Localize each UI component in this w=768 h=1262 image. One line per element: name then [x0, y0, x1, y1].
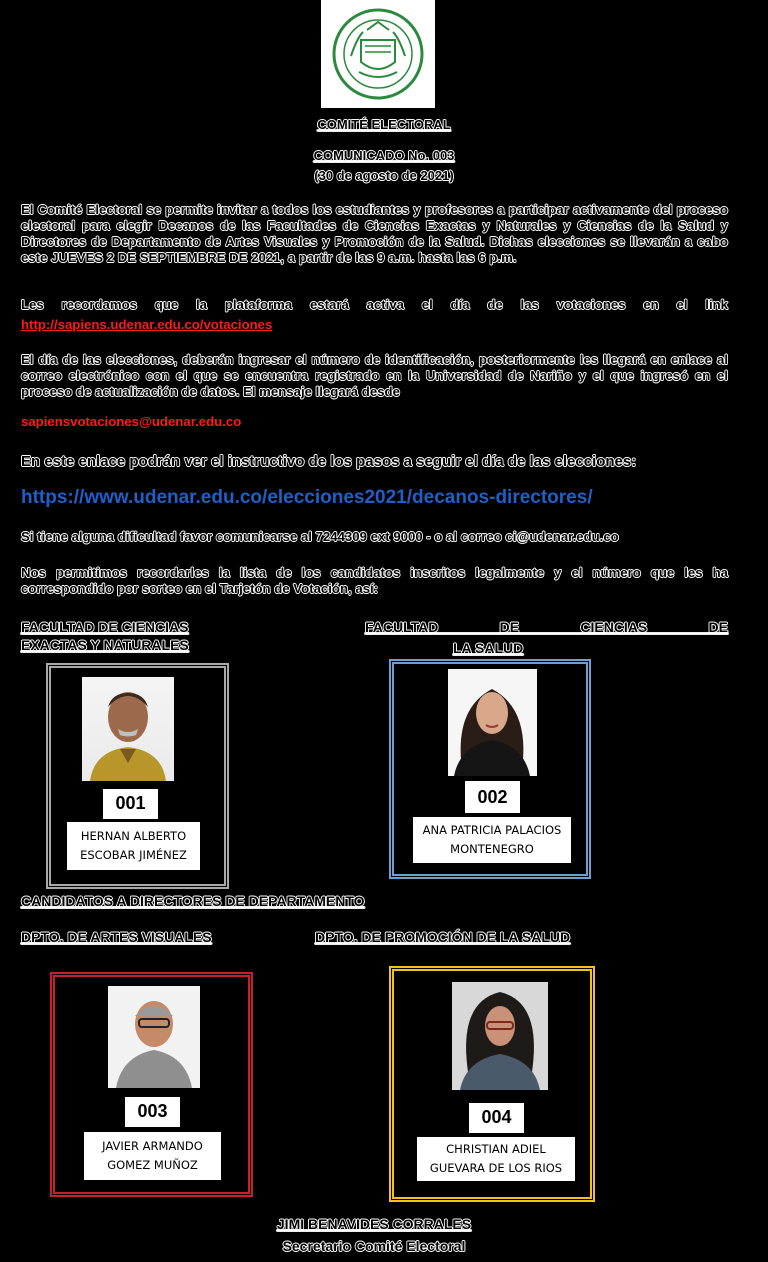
faculty-exact-line2: EXACTAS Y NATURALES: [21, 637, 189, 653]
candidate-name-004-line1: CHRISTIAN ADIEL: [446, 1142, 546, 1156]
signer-name: JIMI BENAVIDES CORRALES: [276, 1216, 472, 1232]
candidate-photo-002: [448, 669, 537, 776]
faculty-health-heading-line1: FACULTAD DE CIENCIAS DE: [365, 619, 728, 635]
candidate-number-003: 003: [123, 1095, 182, 1129]
candidate-name-001-line1: HERNAN ALBERTO: [80, 829, 187, 843]
candidate-name-003: [83, 1131, 222, 1181]
signer-role: Secretario Comité Electoral: [282, 1238, 466, 1254]
paragraph-candidates-intro: Nos permitimos recordarles la lista de los candidatos inscritos legalmente y el número que les ha correspondido por sorteo en el Tarjetón de Votación, así:: [21, 565, 728, 596]
candidate-name-001-line2: ESCOBAR JIMÉNEZ: [80, 848, 187, 862]
directors-title: CANDIDATOS A DIRECTORES DE DEPARTAMENTO: [21, 893, 365, 909]
candidate-photo-004: [452, 982, 548, 1090]
faculty-health-heading-line2: LA SALUD: [453, 640, 524, 656]
candidate-name-003-line2: GOMEZ MUÑOZ: [107, 1158, 198, 1172]
candidate-name-001: [66, 821, 201, 871]
paragraph-support: Si tiene alguna dificultad favor comunicarse al 7244309 ext 9000 - o al correo ci@udenar.edu.co: [21, 529, 619, 544]
dept-visual-arts-heading: DPTO. DE ARTES VISUALES: [21, 929, 212, 945]
election-date: JUEVES 2 DE SEPTIEMBRE DE 2021: [51, 250, 281, 265]
email-link[interactable]: sapiensvotaciones@udenar.edu.co: [21, 414, 242, 429]
paragraph-platform: Les recordamos que la plataforma estará activa el día de las votaciones en el link: [21, 297, 728, 312]
candidate-name-004: [416, 1136, 576, 1182]
candidate-photo-001: [82, 677, 174, 781]
platform-link[interactable]: http://sapiens.udenar.edu.co/votaciones: [21, 317, 273, 332]
seal-icon: [321, 0, 435, 108]
person-icon: [108, 986, 200, 1088]
paragraph-guide: En este enlace podrán ver el instructivo de los pasos a seguir el día de las elecciones:: [21, 453, 637, 470]
election-hours: , a partir de las 9 a.m. hasta las 6 p.m.: [280, 250, 517, 265]
candidate-card-003: [50, 972, 253, 1197]
guide-link[interactable]: https://www.udenar.edu.co/elecciones2021/decanos-directores/: [21, 487, 593, 508]
person-icon: [82, 677, 174, 781]
candidate-name-002-line1: ANA PATRICIA PALACIOS: [422, 823, 562, 837]
candidate-number-002: 002: [463, 779, 522, 815]
candidate-photo-003: [108, 986, 200, 1088]
candidate-card-004: [389, 966, 595, 1202]
candidate-number-001: 001: [101, 787, 160, 821]
committee-title: COMITÉ ELECTORAL: [317, 117, 451, 132]
university-logo: [321, 0, 435, 108]
faculty-exact-sciences-heading: [21, 619, 189, 653]
paragraph-instructions: El día de las elecciones, deberán ingresar el número de identificación, posteriormente les llegará en enlace al correo electrónico con el que se encuentra registrado en la Universidad de Nariño y el que ingresó en el proceso de actualización de datos. El mensaje llegará desde: [21, 352, 728, 399]
dept-health-promotion-heading: DPTO. DE PROMOCIÓN DE LA SALUD: [315, 929, 571, 945]
person-icon: [452, 982, 548, 1090]
communique-date: (30 de agosto de 2021): [314, 168, 454, 183]
candidate-name-002: [412, 816, 572, 864]
person-icon: [448, 669, 537, 776]
candidate-name-004-line2: GUEVARA DE LOS RIOS: [429, 1161, 563, 1175]
candidate-card-002: [389, 659, 591, 879]
paragraph-invitation: [21, 202, 728, 266]
communique-number: COMUNICADO No. 003: [313, 148, 455, 163]
candidate-name-002-line2: MONTENEGRO: [450, 842, 534, 856]
candidate-card-001: [46, 663, 229, 889]
paragraph-invitation-text: El Comité Electoral se permite invitar a todos los estudiantes y profesores a participar activamente del proceso electoral para elegir Decanos de las Facultades de Ciencias Exactas y Naturales y Ciencias de la Salud y Directores de Departamento de Artes Visuales y Promoción de la Salud. Dichas elecciones se llevarán a cabo este: [21, 202, 728, 265]
faculty-exact-line1: FACULTAD DE CIENCIAS: [21, 619, 189, 635]
candidate-number-004: 004: [467, 1101, 526, 1135]
candidate-name-003-line1: JAVIER ARMANDO: [102, 1139, 203, 1153]
